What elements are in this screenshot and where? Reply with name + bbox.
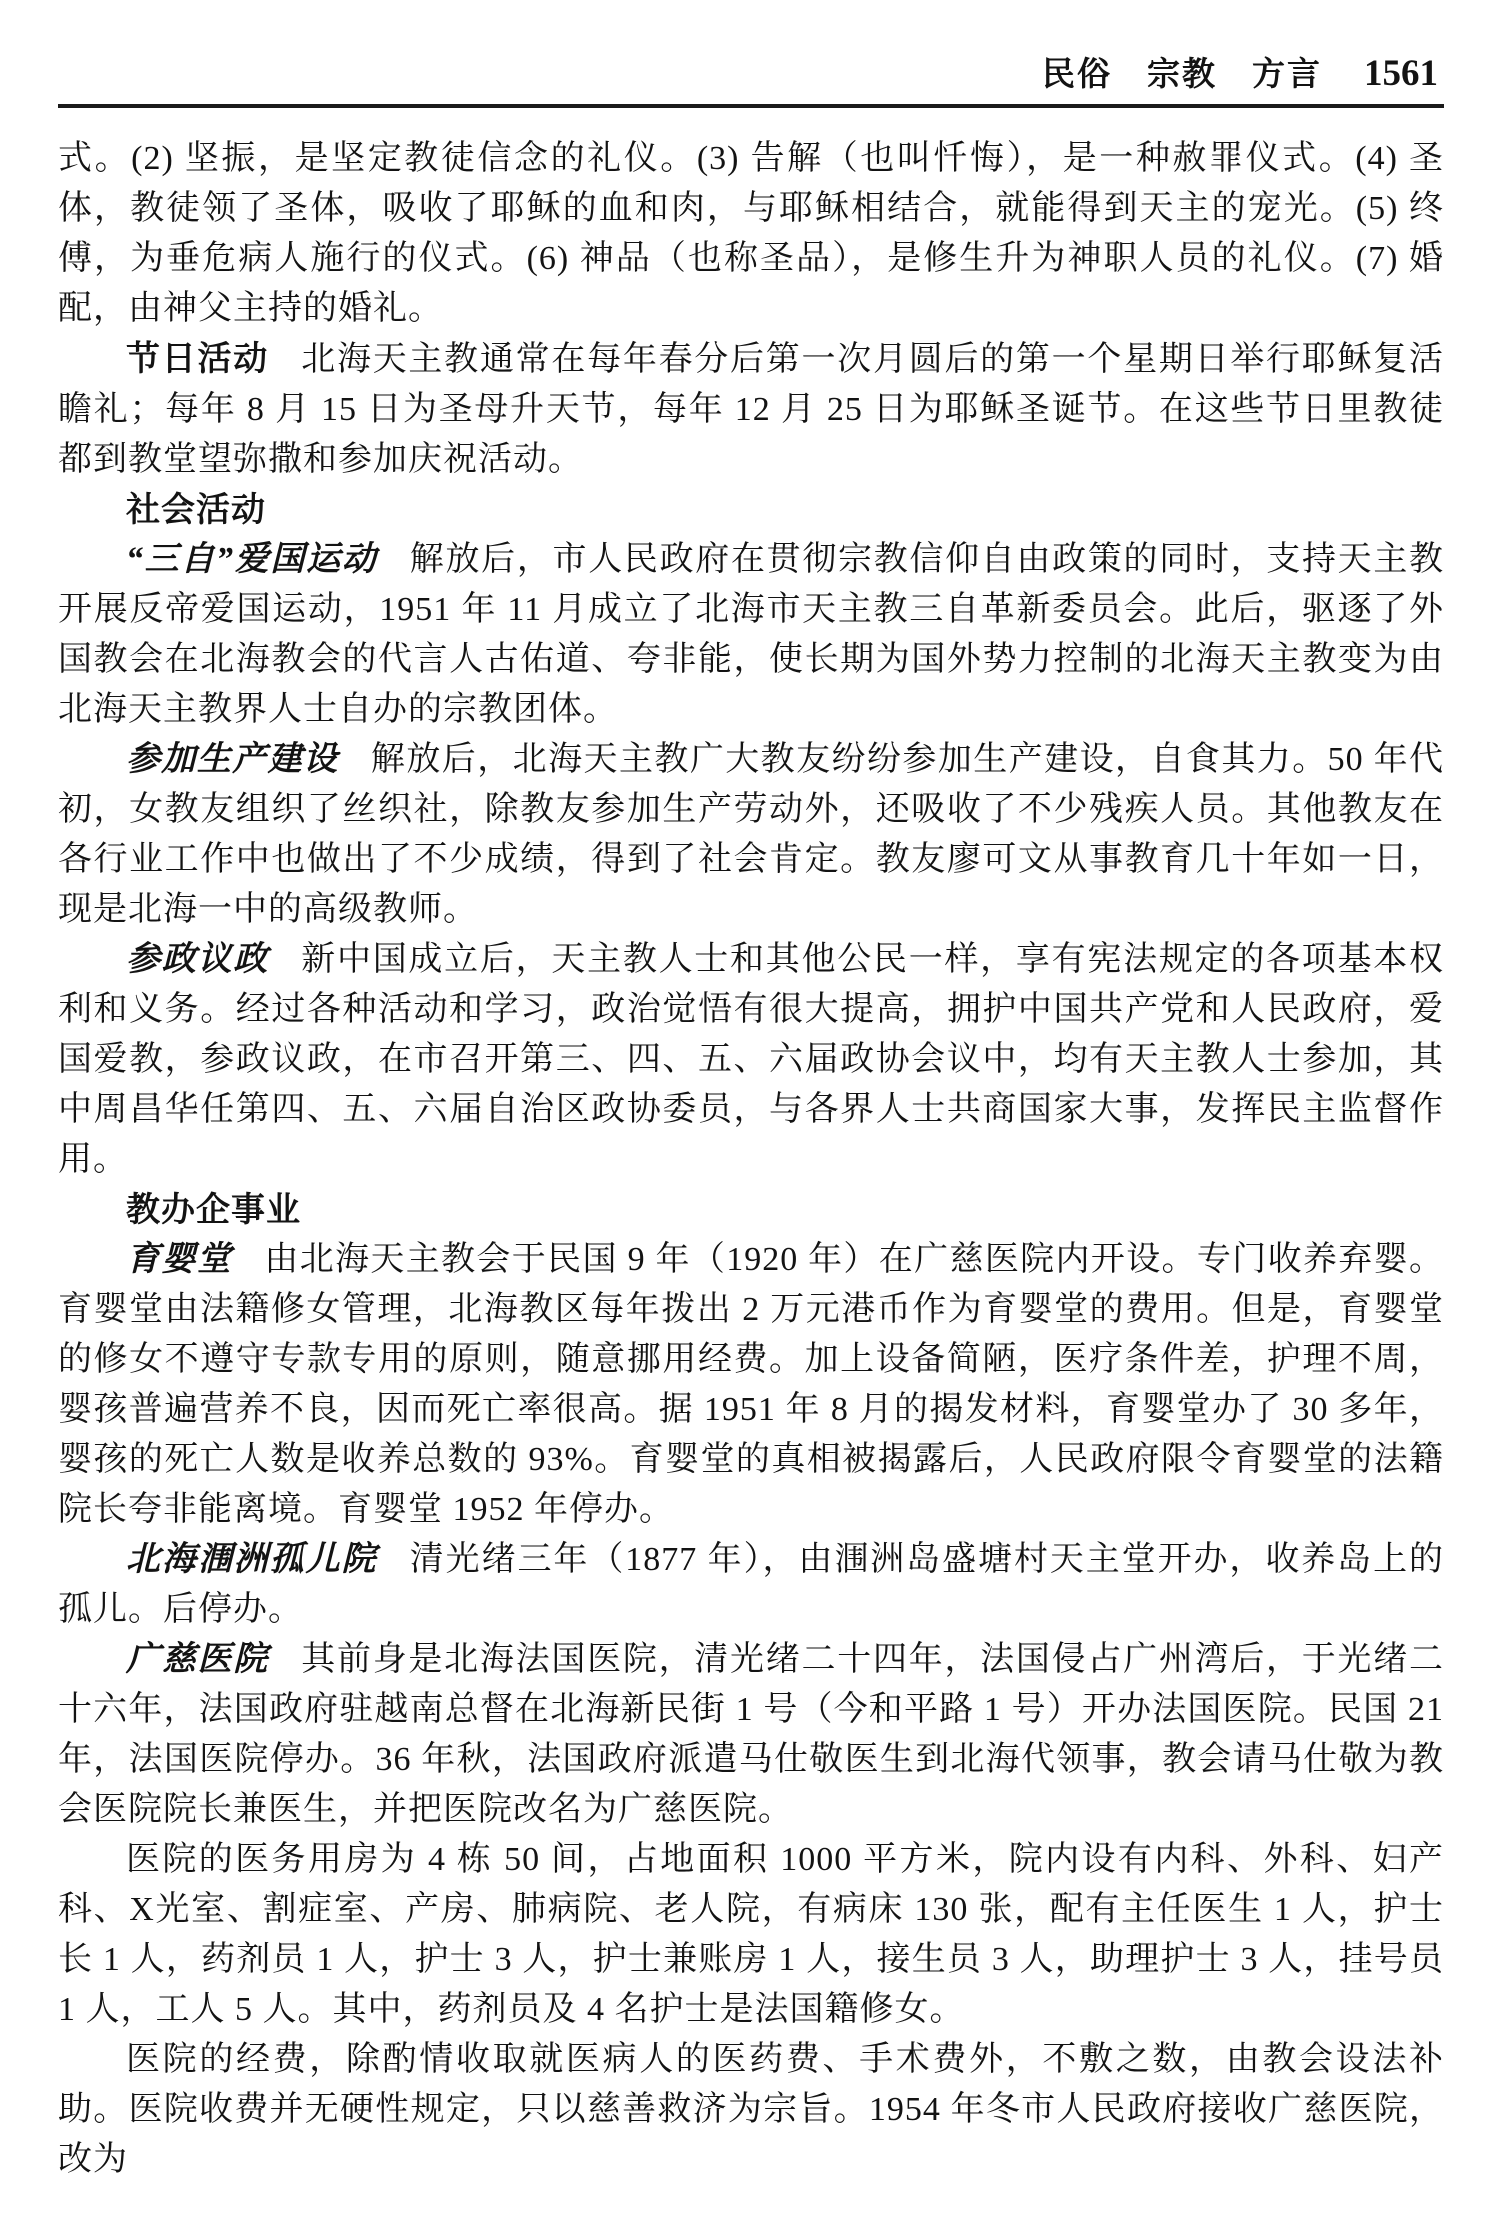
paragraph-text: 解放后，市人民政府在贯彻宗教信仰自由政策的同时，支持天主教开展反帝爱国运动，1951 年 11 月成立了北海市天主教三自革新委员会。此后，驱逐了外国教会在北海教会的代言人古佑道、夸非能，使长期为国外势力控制的北海天主教变为由北海天主教界人士自办的宗教团体。 [58, 541, 1445, 728]
paragraph-lead-term: 参政议政 [126, 941, 269, 978]
paragraph [58, 535, 1444, 735]
page-number: 1561 [1364, 53, 1438, 94]
paragraph-text: 其前身是北海法国医院，清光绪二十四年，法国侵占广州湾后，于光绪二十六年，法国政府驻越南总督在北海新民街 1 号（今和平路 1 号）开办法国医院。民国 21 年，法国医院停办。36 年秋，法国政府派遣马仕敬医生到北海代领事，教会请马仕敬为教会医院院长兼医生，并把医院改名为广慈医院。 [58, 1641, 1444, 1828]
paragraph [58, 1835, 1444, 2035]
running-head [58, 48, 1444, 96]
paragraph [58, 134, 1444, 334]
paragraph-text: 由北海天主教会于民国 9 年（1920 年）在广慈医院内开设。专门收养弃婴。育婴堂由法籍修女管理，北海教区每年拨出 2 万元港币作为育婴堂的费用。但是，育婴堂的修女不遵守专款专用的原则，随意挪用经费。加上设备简陋，医疗条件差，护理不周，婴孩普遍营养不良，因而死亡率很高。据 1951 年 8 月的揭发材料，育婴堂办了 30 多年，婴孩的死亡人数是收养总数的 93%。育婴堂的真相被揭露后，人民政府限令育婴堂的法籍院长夸非能离境。育婴堂 1952 年停办。 [58, 1241, 1444, 1528]
paragraph-lead-term: 广慈医院 [126, 1641, 269, 1678]
paragraph-lead-term: 育婴堂 [126, 1241, 233, 1278]
paragraph-lead-term: 北海涠洲孤儿院 [126, 1541, 378, 1578]
section-heading: 社会活动 [126, 490, 266, 530]
paragraph-text: 医院的医务用房为 4 栋 50 间，占地面积 1000 平方米，院内设有内科、外科、妇产科、X光室、割症室、产房、肺病院、老人院，有病床 130 张，配有主任医生 1 人，护士长 1 人，药剂员 1 人，护士 3 人，护士兼账房 1 人，接生员 3 人，助理护士 3 人，挂号员 1 人，工人 5 人。其中，药剂员及 4 名护士是法国籍修女。 [58, 1841, 1444, 2028]
paragraph [58, 735, 1444, 935]
paragraph [58, 334, 1444, 485]
paragraph-text: 式。(2) 坚振，是坚定教徒信念的礼仪。(3) 告解（也叫忏悔），是一种赦罪仪式。(4) 圣体，教徒领了圣体，吸收了耶稣的血和肉，与耶稣相结合，就能得到天主的宠光。(5) 终傅，为垂危病人施行的仪式。(6) 神品（也称圣品），是修生升为神职人员的礼仪。(7) 婚配，由神父主持的婚礼。 [58, 140, 1444, 327]
paragraph-text: 清光绪三年（1877 年），由涠洲岛盛塘村天主堂开办，收养岛上的孤儿。后停办。 [58, 1541, 1445, 1628]
paragraph-lead-term: 参加生产建设 [126, 741, 339, 778]
running-head-sections: 民俗 宗教 方言 [1042, 54, 1322, 93]
paragraph-text: 解放后，北海天主教广大教友纷纷参加生产建设，自食其力。50 年代初，女教友组织了丝织社，除教友参加生产劳动外，还吸收了不少残疾人员。其他教友在各行业工作中也做出了不少成绩，得到了社会肯定。教友廖可文从事教育几十年如一日，现是北海一中的高级教师。 [58, 741, 1445, 928]
paragraph [58, 1535, 1444, 1635]
paragraph [58, 1635, 1444, 1835]
paragraph-lead-term: “三自”爱国运动 [126, 541, 378, 578]
paragraph [58, 935, 1444, 1185]
paragraph-text: 医院的经费，除酌情收取就医病人的医药费、手术费外，不敷之数，由教会设法补助。医院收费并无硬性规定，只以慈善救济为宗旨。1954 年冬市人民政府接收广慈医院，改为 [58, 2041, 1444, 2178]
paragraph [58, 1235, 1444, 1535]
header-divider [58, 104, 1444, 108]
paragraph-text: 新中国成立后，天主教人士和其他公民一样，享有宪法规定的各项基本权利和义务。经过各种活动和学习，政治觉悟有很大提高，拥护中国共产党和人民政府，爱国爱教，参政议政，在市召开第三、四、五、六届政协会议中，均有天主教人士参加，其中周昌华任第四、五、六届自治区政协委员，与各界人士共商国家大事，发挥民主监督作用。 [58, 941, 1444, 1178]
paragraph-lead-term: 节日活动 [126, 339, 269, 379]
section-heading: 教办企事业 [126, 1190, 301, 1230]
page-body [58, 134, 1444, 2185]
paragraphs [58, 134, 1444, 2185]
paragraph [58, 2035, 1444, 2185]
paragraph-text: 北海天主教通常在每年春分后第一次月圆后的第一个星期日举行耶稣复活瞻礼；每年 8 月 15 日为圣母升天节，每年 12 月 25 日为耶稣圣诞节。在这些节日里教徒都到教堂望弥撒和参加庆祝活动。 [58, 341, 1444, 478]
